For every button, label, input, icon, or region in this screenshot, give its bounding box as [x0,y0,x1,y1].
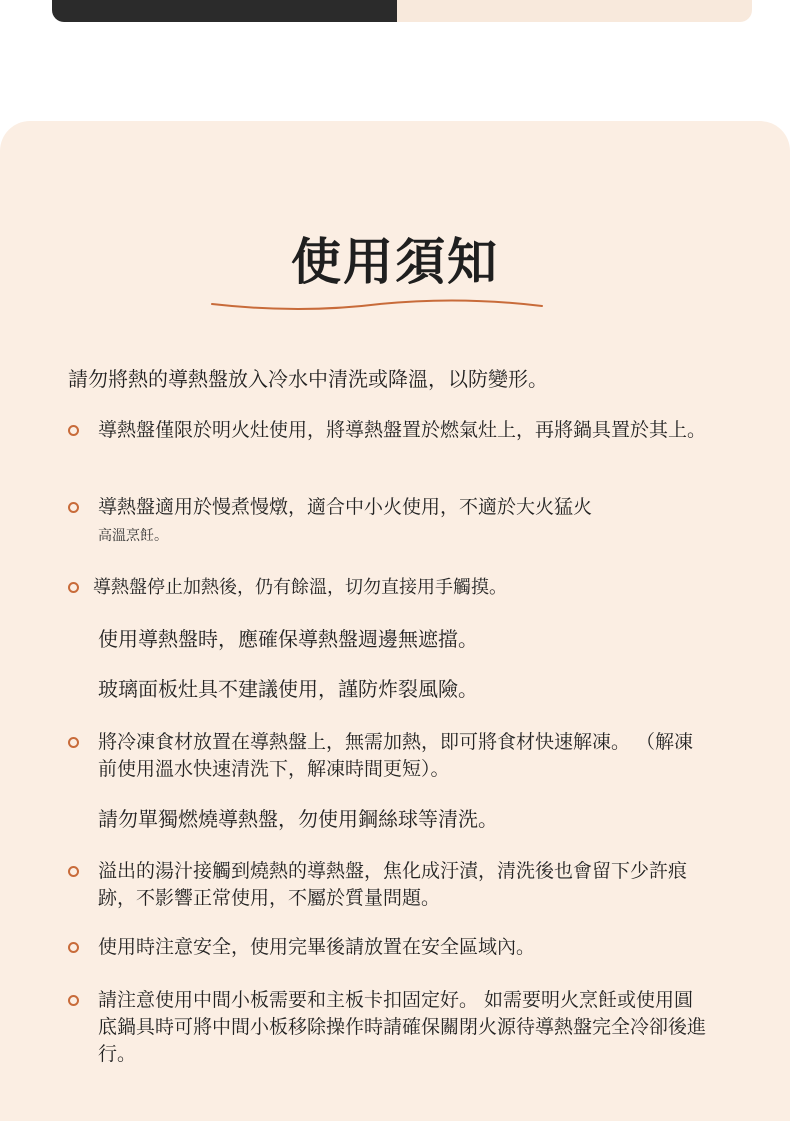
list-item: 使用時注意安全，使用完畢後請放置在安全區域內。 [68,934,708,961]
circle-bullet-icon [68,502,79,513]
list-item: 溢出的湯汁接觸到燒熱的導熱盤，焦化成汙漬，清洗後也會留下少許痕跡，不影響正常使用，不屬於質量問題。 [68,858,708,912]
plain-note: 玻璃面板灶具不建議使用，謹防炸裂風險。 [98,677,478,701]
circle-bullet-icon [68,582,79,593]
circle-bullet-icon [68,995,79,1006]
circle-bullet-icon [68,942,79,953]
top-image-strip [52,0,752,22]
list-item: 導熱盤停止加熱後，仍有餘溫，切勿直接用手觸摸。 [68,574,708,601]
title-underline-swoosh [210,290,545,314]
page-title: 使用須知 [291,233,499,291]
product-photo-edge [52,0,397,22]
circle-bullet-icon [68,737,79,748]
list-item: 將冷凍食材放置在導熱盤上，無需加熱，即可將食材快速解凍。 （解凍前使用溫水快速清洗下，解凍時間更短）。 [68,729,708,783]
plain-note: 請勿單獨燃燒導熱盤，勿使用鋼絲球等清洗。 [98,807,498,831]
list-item: 導熱盤僅限於明火灶使用，將導熱盤置於燃氣灶上，再將鍋具置於其上。 [68,417,708,444]
plain-note: 使用導熱盤時，應確保導熱盤週邊無遮擋。 [98,627,478,651]
list-item: 請注意使用中間小板需要和主板卡扣固定好。 如需要明火烹飪或使用圓底鍋具時可將中間小板移除操作時請確保關閉火源待導熱盤完全冷卻後進行。 [68,987,708,1068]
photo-caption-panel [397,0,752,22]
circle-bullet-icon [68,866,79,877]
circle-bullet-icon [68,425,79,436]
list-item: 導熱盤適用於慢煮慢燉，適合中小火使用，不適於大火猛火 高溫烹飪。 [68,494,708,550]
intro-warning: 請勿將熱的導熱盤放入冷水中清洗或降溫，以防變形。 [68,367,548,391]
